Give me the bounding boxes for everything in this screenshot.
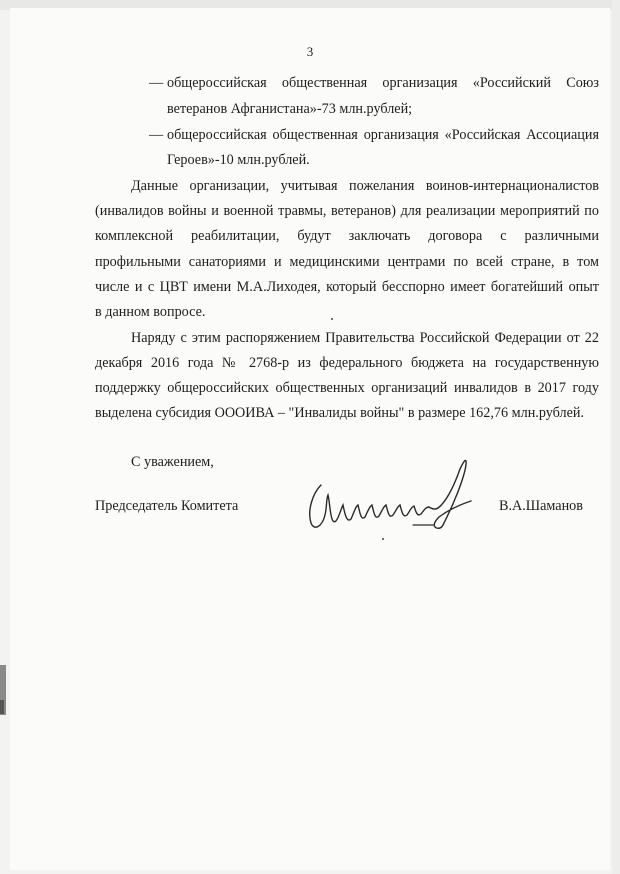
page-number: 3: [306, 44, 314, 59]
list-item-line: Героев»-10 млн.рублей.: [167, 152, 310, 168]
paragraph-line: (инвалидов войны и военной травмы, ветеранов) для реализации мероприятий по: [95, 203, 599, 219]
paragraph-line: профильными санаториями и медицинскими центрами по всей стране, в том: [95, 254, 599, 270]
paragraph-line: в данном вопросе.: [95, 304, 206, 320]
list-item-line: ветеранов Афганистана»-73 млн.рублей;: [167, 101, 413, 117]
list-item-line: общероссийская общественная организация «Российская Ассоциация: [167, 127, 599, 143]
list-dash: —: [149, 127, 164, 143]
paragraph-line: Наряду с этим распоряжением Правительства Российской Федерации от 22: [131, 330, 599, 346]
signatory-title: Председатель Комитета: [95, 498, 239, 514]
list-item-line: общероссийская общественная организация «Российский Союз: [167, 75, 599, 91]
paragraph-line: выделена субсидия ОООИВА – "Инвалиды войны" в размере 162,76 млн.рублей.: [95, 405, 585, 421]
handwritten-signature: [295, 455, 480, 550]
paragraph-line: поддержку общероссийских общественных организаций инвалидов в 2017 году: [95, 380, 599, 396]
scan-speck: [382, 538, 384, 540]
list-dash: —: [149, 75, 164, 91]
scan-edge-right: [612, 0, 620, 874]
paragraph-line: комплексной реабилитации, будут заключать договора с различными: [95, 228, 599, 244]
closing-text: С уважением,: [131, 454, 214, 470]
paragraph-line: Данные организации, учитывая пожелания воинов-интернационалистов: [131, 178, 599, 194]
signatory-name: В.А.Шаманов: [499, 498, 583, 514]
scan-mark-dark: [0, 700, 4, 714]
paragraph-line: декабря 2016 года № 2768-р из федерального бюджета на государственную: [95, 355, 599, 371]
scan-speck: [331, 318, 333, 320]
paragraph-line: числе и с ЦВТ имени М.А.Лиходея, который бесспорно имеет богатейший опыт: [95, 279, 599, 295]
